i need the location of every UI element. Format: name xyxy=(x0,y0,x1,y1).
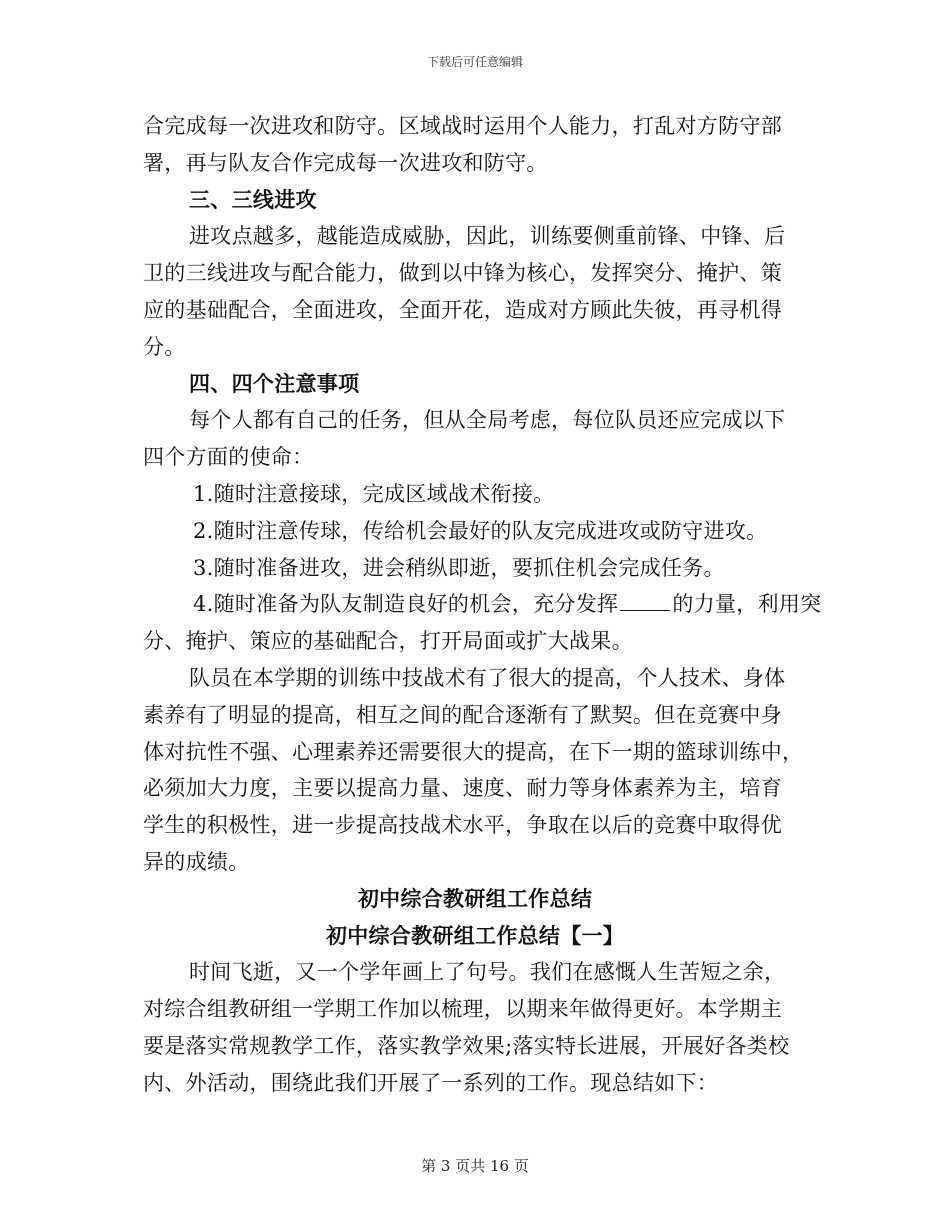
document-body xyxy=(143,108,822,1102)
paragraph-line: 学生的积极性，进一步提高技战术水平，争取在以后的竞赛中取得优 xyxy=(143,813,782,838)
list-item: 3.随时准备进攻，进会稍纵即逝，要抓住机会完成任务。 xyxy=(193,555,725,580)
fill-blank xyxy=(620,592,670,611)
paragraph-line: 时间飞逝，又一个学年画上了句号。我们在感慨人生苦短之余， xyxy=(189,960,786,985)
document-subtitle: 初中综合教研组工作总结【一】 xyxy=(325,922,625,948)
paragraph-line: 四个方面的使命： xyxy=(143,445,314,470)
list-item xyxy=(143,586,822,623)
paragraph-line: 必须加大力度，主要以提高力量、速度、耐力等身体素养为主，培育 xyxy=(143,776,782,801)
paragraph-line: 异的成绩。 xyxy=(143,849,250,874)
paragraph-line: 体对抗性不强、心理素养还需要很大的提高，在下一期的篮球训练中， xyxy=(143,739,804,764)
paragraph-line: 应的基础配合，全面进攻，全面开花，造成对方顾此失彼，再寻机得 xyxy=(143,297,782,322)
section-heading: 四、四个注意事项 xyxy=(189,370,360,396)
paragraph-line: 对综合组教研组一学期工作加以梳理，以期来年做得更好。本学期主 xyxy=(143,997,782,1022)
document-title: 初中综合教研组工作总结 xyxy=(357,885,593,911)
paragraph-line: 每个人都有自己的任务，但从全局考虑，每位队员还应完成以下 xyxy=(189,408,786,433)
list-item: 2.随时注意传球，传给机会最好的队友完成进攻或防守进攻。 xyxy=(193,518,768,543)
paragraph-line: 卫的三线进攻与配合能力，做到以中锋为核心，发挥突分、掩护、策 xyxy=(143,261,782,286)
list-item: 1.随时注意接球，完成区域战术衔接。 xyxy=(193,481,555,506)
list-item-text: 的力量，利用突 xyxy=(672,592,822,617)
section-heading: 三、三线进攻 xyxy=(189,186,317,212)
list-item-continuation: 分、掩护、策应的基础配合，打开局面或扩大战果。 xyxy=(143,629,633,654)
paragraph-line: 素养有了明显的提高，相互之间的配合逐渐有了默契。但在竞赛中身 xyxy=(143,702,782,727)
list-item-text: 4.随时准备为队友制造良好的机会，充分发挥 xyxy=(193,592,619,617)
paragraph-line: 队员在本学期的训练中技战术有了很大的提高，个人技术、身体 xyxy=(189,665,786,690)
paragraph-line: 署，再与队友合作完成每一次进攻和防守。 xyxy=(143,150,548,175)
paragraph-line: 内、外活动，围绕此我们开展了一系列的工作。现总结如下： xyxy=(143,1070,719,1095)
paragraph-line: 分。 xyxy=(143,334,186,359)
paragraph-line: 要是落实常规教学工作，落实教学效果;落实特长进展，开展好各类校 xyxy=(143,1033,790,1058)
paragraph-line: 进攻点越多，越能造成威胁，因此，训练要侧重前锋、中锋、后 xyxy=(189,224,786,249)
page-header: 下载后可任意编辑 xyxy=(426,55,523,69)
page-footer: 第 3 页共 16 页 xyxy=(421,1157,529,1175)
paragraph-line: 合完成每一次进攻和防守。区域战时运用个人能力，打乱对方防守部 xyxy=(143,114,782,138)
